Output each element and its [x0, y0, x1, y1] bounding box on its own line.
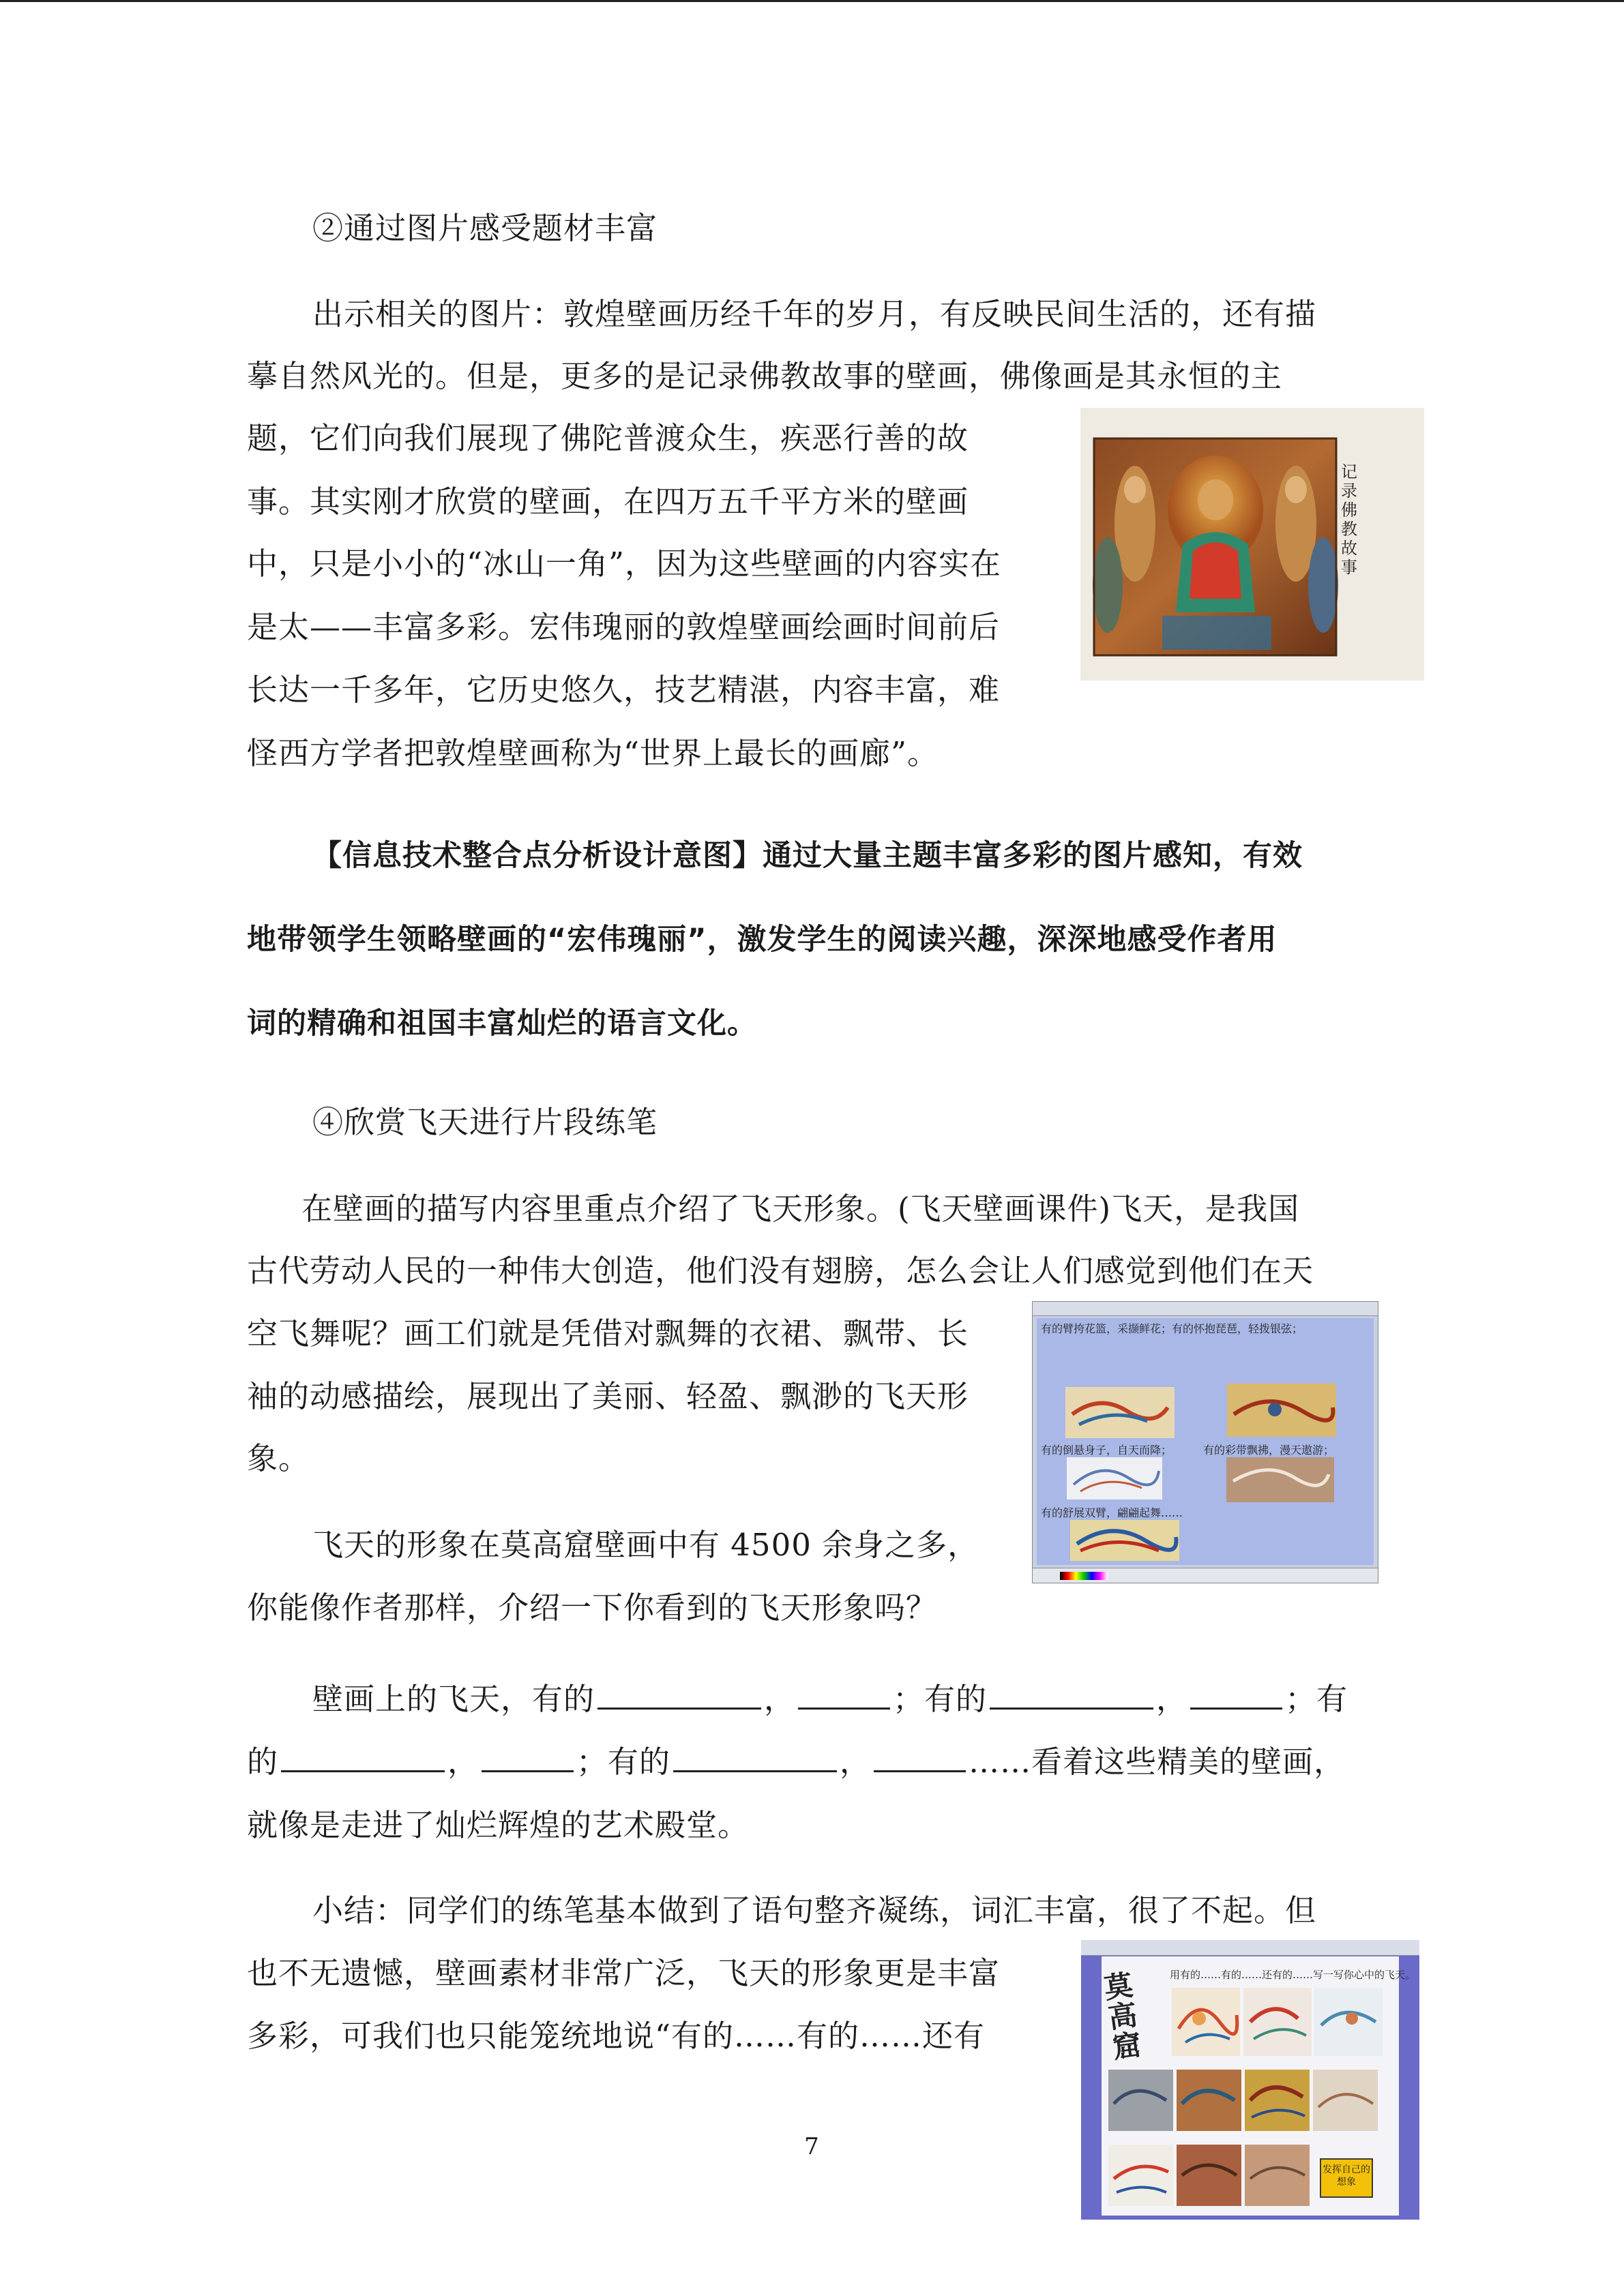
- apsara-thumb: [1108, 2070, 1173, 2131]
- mural-caption: 记录佛教故事: [1341, 462, 1357, 577]
- slide-text-line: 有的臂挎花篮，采撷鲜花；有的怀抱琵琶，轻拨银弦；: [1041, 1322, 1303, 1335]
- slide-window-titlebar: [1081, 1940, 1419, 1956]
- slide-prompt-text: 用有的……有的……还有的……写一写你心中的飞天。: [1170, 1969, 1416, 1981]
- apsara-image-3: [1067, 1457, 1162, 1500]
- page-number: 7: [804, 2133, 819, 2160]
- slide-drawing-toolbar[interactable]: [1033, 1568, 1378, 1583]
- paragraph-line: 怪西方学者把敦煌壁画称为“世界上最长的画廊”。: [247, 735, 939, 771]
- fill-in-blank[interactable]: [990, 1680, 1153, 1710]
- fill-in-blank[interactable]: [673, 1743, 837, 1772]
- mogao-title-calligraphy: 莫高窟: [1102, 1967, 1144, 2065]
- slide-text-line: 有的倒悬身子，自天而降；: [1041, 1444, 1172, 1457]
- apsara-thumb: [1313, 2070, 1378, 2131]
- imagine-button[interactable]: 发挥自己的想象: [1320, 2158, 1373, 2198]
- buddhist-mural-figure: [1080, 408, 1424, 681]
- paragraph-line: 在壁画的描写内容里重点介绍了飞天形象。(飞天壁画课件)飞天，是我国: [301, 1191, 1300, 1227]
- paragraph-line: 古代劳动人民的一种伟大创造，他们没有翅膀，怎么会让人们感觉到他们在天: [247, 1253, 1314, 1289]
- design-intent-line: 【信息技术整合点分析设计意图】通过大量主题丰富多彩的图片感知，有效: [312, 839, 1303, 873]
- apsara-image-2: [1227, 1384, 1336, 1437]
- fill-in-blank[interactable]: [597, 1680, 761, 1710]
- apsara-thumb: [1177, 2145, 1241, 2206]
- apsara-image-4: [1226, 1457, 1334, 1502]
- exercise-line-2: [247, 1742, 1345, 1783]
- paragraph-line: 摹自然风光的。但是，更多的是记录佛教故事的壁画，佛像画是其永恒的主: [247, 358, 1283, 394]
- paragraph-line: 多彩，可我们也只能笼统地说“有的……有的……还有: [247, 2018, 986, 2054]
- apsara-thumb: [1177, 2070, 1241, 2131]
- exercise-text: 的: [247, 1744, 279, 1780]
- exercise-text: ；有: [1285, 1681, 1348, 1717]
- exercise-text: ；有的: [893, 1681, 988, 1717]
- exercise-text: ……看着这些精美的壁画，: [969, 1744, 1346, 1780]
- fill-in-blank[interactable]: [798, 1680, 890, 1710]
- apsara-thumb: [1245, 2070, 1310, 2131]
- exercise-line-1: [312, 1679, 1348, 1720]
- apsara-image-5: [1070, 1520, 1179, 1561]
- flying-apsaras-slide-figure: [1032, 1301, 1378, 1583]
- exercise-text: ；有的: [576, 1744, 671, 1780]
- fill-in-blank[interactable]: [874, 1743, 966, 1772]
- slide-window-titlebar: [1033, 1302, 1378, 1316]
- apsara-thumb: [1245, 2145, 1310, 2206]
- apsara-thumb: [1108, 2145, 1173, 2206]
- paragraph-line: 象。: [247, 1440, 310, 1476]
- slide-text-line: 有的彩带飘拂，漫天遨游；: [1203, 1444, 1335, 1457]
- paragraph-line: 题，它们向我们展现了佛陀普渡众生，疾恶行善的故: [247, 420, 969, 456]
- slide-text-line: 有的舒展双臂，翩翩起舞……: [1041, 1506, 1183, 1519]
- apsara-thumb: [1243, 1988, 1312, 2056]
- page-top-border: [0, 0, 1624, 2]
- paragraph-line: 事。其实刚才欣赏的壁画，在四万五千平方米的壁画: [247, 483, 969, 520]
- apsara-thumb: [1172, 1988, 1240, 2056]
- paragraph-line: 就像是走进了灿烂辉煌的艺术殿堂。: [247, 1807, 750, 1843]
- section-heading-4: ④欣赏飞天进行片段练笔: [312, 1104, 658, 1140]
- apsara-thumb: [1314, 1988, 1383, 2056]
- fill-in-blank[interactable]: [1190, 1680, 1282, 1710]
- design-intent-line: 地带领学生领略壁画的“宏伟瑰丽”，激发学生的阅读兴趣，深深地感受作者用: [247, 923, 1278, 957]
- paragraph-line: 中，只是小小的“冰山一角”，因为这些壁画的内容实在: [247, 546, 1002, 582]
- paragraph-line: 也不无遗憾，壁画素材非常广泛，飞天的形象更是丰富: [247, 1955, 1001, 1991]
- paragraph-line: 出示相关的图片：敦煌壁画历经千年的岁月，有反映民间生活的，还有描: [312, 296, 1317, 332]
- design-intent-line: 词的精确和祖国丰富灿烂的语言文化。: [247, 1007, 757, 1041]
- section-heading-2: ②通过图片感受题材丰富: [312, 210, 658, 246]
- fill-in-blank[interactable]: [482, 1743, 574, 1772]
- exercise-text: ，: [840, 1744, 872, 1780]
- paragraph-line: 长达一千多年，它历史悠久，技艺精湛，内容丰富，难: [247, 672, 1001, 708]
- paragraph-line: 空飞舞呢？画工们就是凭借对飘舞的衣裙、飘带、长: [247, 1315, 969, 1352]
- mogao-slide-figure: [1081, 1940, 1419, 2220]
- fill-in-blank[interactable]: [281, 1743, 445, 1772]
- paragraph-line: 小结：同学们的练笔基本做到了语句整齐凝练，词汇丰富，很了不起。但: [312, 1892, 1317, 1928]
- paragraph-line: 你能像作者那样，介绍一下你看到的飞天形象吗？: [247, 1590, 938, 1626]
- exercise-text: ，: [764, 1681, 796, 1717]
- apsara-image-1: [1065, 1387, 1175, 1438]
- buddhist-mural-image: [1080, 408, 1424, 681]
- paragraph-line: 是太——丰富多彩。宏伟瑰丽的敦煌壁画绘画时间前后: [247, 609, 1001, 645]
- color-palette-icon[interactable]: [1060, 1572, 1108, 1580]
- exercise-text: 壁画上的飞天，有的: [312, 1681, 595, 1717]
- paragraph-line: 飞天的形象在莫高窟壁画中有 4500 余身之多，: [312, 1527, 979, 1563]
- exercise-text: ，: [1156, 1681, 1188, 1717]
- paragraph-line: 袖的动感描绘，展现出了美丽、轻盈、飘渺的飞天形: [247, 1378, 969, 1414]
- exercise-text: ，: [447, 1744, 479, 1780]
